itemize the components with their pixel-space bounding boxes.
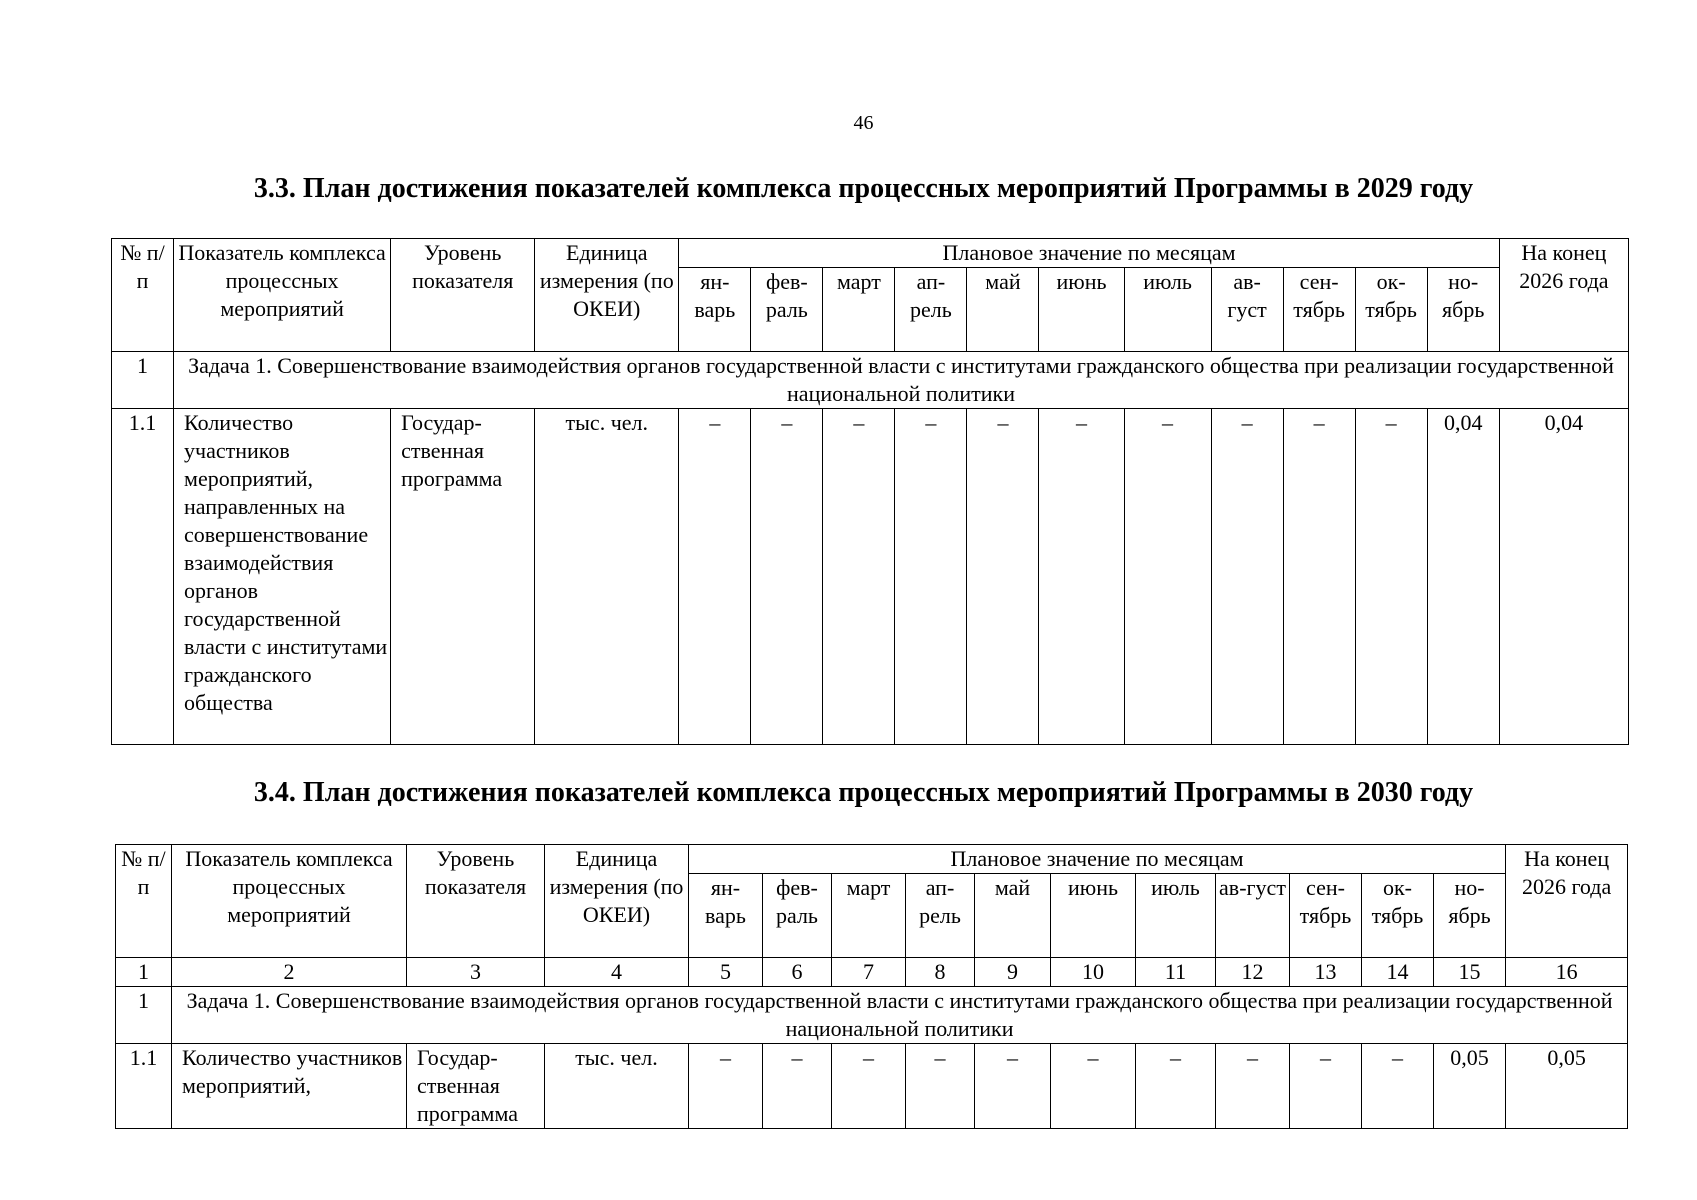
month-header: июль — [1136, 874, 1216, 958]
row-num: 1.1 — [116, 1044, 172, 1129]
month-header: июнь — [1039, 268, 1124, 352]
task-num: 1 — [112, 352, 174, 409]
column-number: 4 — [545, 958, 689, 987]
month-value: – — [1290, 1044, 1362, 1129]
month-value: – — [763, 1044, 832, 1129]
month-header: но-ябрь — [1427, 268, 1499, 352]
header-unit: Единица измерения (по ОКЕИ) — [545, 845, 689, 958]
column-number: 15 — [1434, 958, 1506, 987]
section-title-2029: 3.3. План достижения показателей комплекса процессных мероприятий Программы в 2029 году — [253, 173, 1474, 204]
section-title-2030: 3.4. План достижения показателей комплекса процессных мероприятий Программы в 2030 году — [253, 777, 1474, 808]
column-number: 5 — [689, 958, 763, 987]
month-value: 0,05 — [1434, 1044, 1506, 1129]
month-value: – — [967, 409, 1039, 745]
indicator-unit: тыс. чел. — [535, 409, 679, 745]
header-end-of-year: На конец 2026 года — [1499, 239, 1628, 352]
plan-table-2029 — [111, 238, 1629, 745]
month-value: – — [689, 1044, 763, 1129]
month-header: сен-тябрь — [1290, 874, 1362, 958]
column-number: 7 — [832, 958, 906, 987]
month-value: – — [1283, 409, 1355, 745]
month-value: 0,04 — [1427, 409, 1499, 745]
header-plan-by-month: Плановое значение по месяцам — [689, 845, 1506, 874]
header-level: Уровень показателя — [391, 239, 535, 352]
column-number: 16 — [1506, 958, 1628, 987]
month-header: фев-раль — [751, 268, 823, 352]
month-header: март — [823, 268, 895, 352]
column-number: 2 — [172, 958, 407, 987]
indicator-level: Государ-ственная программа — [407, 1044, 545, 1129]
month-header: ок-тябрь — [1355, 268, 1427, 352]
month-header: июль — [1124, 268, 1211, 352]
month-value: – — [1216, 1044, 1290, 1129]
month-header: май — [975, 874, 1051, 958]
column-number: 11 — [1136, 958, 1216, 987]
plan-table-2030 — [115, 844, 1628, 1129]
end-value: 0,04 — [1499, 409, 1628, 745]
month-value: – — [1124, 409, 1211, 745]
month-header: март — [832, 874, 906, 958]
indicator-level: Государ-ственная программа — [391, 409, 535, 745]
header-level: Уровень показателя — [407, 845, 545, 958]
month-value: – — [1136, 1044, 1216, 1129]
header-plan-by-month: Плановое значение по месяцам — [679, 239, 1499, 268]
month-header: июнь — [1051, 874, 1136, 958]
header-num: № п/п — [116, 845, 172, 958]
month-value: – — [751, 409, 823, 745]
month-value: – — [679, 409, 751, 745]
month-value: – — [1211, 409, 1283, 745]
column-number: 14 — [1362, 958, 1434, 987]
month-value: – — [1355, 409, 1427, 745]
month-header: ав-густ — [1211, 268, 1283, 352]
header-num: № п/п — [112, 239, 174, 352]
month-value: – — [1039, 409, 1124, 745]
month-value: – — [895, 409, 967, 745]
column-number: 10 — [1051, 958, 1136, 987]
month-header: ав-густ — [1216, 874, 1290, 958]
month-header: ян-варь — [689, 874, 763, 958]
column-number: 1 — [116, 958, 172, 987]
header-indicator: Показатель комплекса процессных мероприятий — [174, 239, 391, 352]
end-value: 0,05 — [1506, 1044, 1628, 1129]
task-text: Задача 1. Совершенствование взаимодействия органов государственной власти с институтами гражданского общества при реализации государственной национальной политики — [172, 987, 1628, 1044]
month-header: ап-рель — [895, 268, 967, 352]
month-header: фев-раль — [763, 874, 832, 958]
task-text: Задача 1. Совершенствование взаимодействия органов государственной власти с институтами гражданского общества при реализации государственной национальной политики — [174, 352, 1629, 409]
month-header: ян-варь — [679, 268, 751, 352]
indicator-unit: тыс. чел. — [545, 1044, 689, 1129]
header-indicator: Показатель комплекса процессных мероприятий — [172, 845, 407, 958]
month-value: – — [906, 1044, 975, 1129]
column-number: 8 — [906, 958, 975, 987]
column-number: 13 — [1290, 958, 1362, 987]
column-number: 9 — [975, 958, 1051, 987]
column-number: 6 — [763, 958, 832, 987]
indicator-name: Количество участников мероприятий, направленных на совершенствование взаимодействия органов государственной власти с институтами гражданского общества — [174, 409, 391, 745]
header-end-of-year: На конец 2026 года — [1506, 845, 1628, 958]
month-header: май — [967, 268, 1039, 352]
task-num: 1 — [116, 987, 172, 1044]
month-header: сен-тябрь — [1283, 268, 1355, 352]
month-value: – — [1362, 1044, 1434, 1129]
month-value: – — [823, 409, 895, 745]
indicator-name: Количество участников мероприятий, — [172, 1044, 407, 1129]
month-value: – — [1051, 1044, 1136, 1129]
row-num: 1.1 — [112, 409, 174, 745]
header-unit: Единица измерения (по ОКЕИ) — [535, 239, 679, 352]
month-header: ап-рель — [906, 874, 975, 958]
month-value: – — [975, 1044, 1051, 1129]
month-value: – — [832, 1044, 906, 1129]
column-number: 12 — [1216, 958, 1290, 987]
month-header: но-ябрь — [1434, 874, 1506, 958]
page-number: 46 — [853, 112, 874, 134]
month-header: ок-тябрь — [1362, 874, 1434, 958]
column-number: 3 — [407, 958, 545, 987]
